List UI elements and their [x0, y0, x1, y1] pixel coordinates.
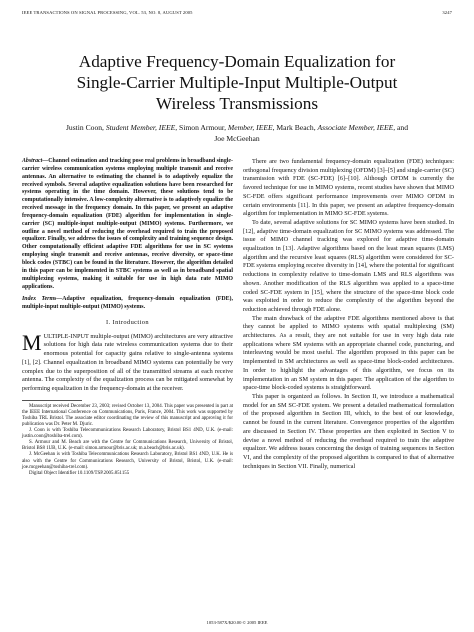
- footnote-author-3: J. McGeehan is with Toshiba Telecommunications Research Laboratory, Bristol BS1 4ND, U.K. He is also with the Centre for Communications Research, University of Bristol, Bristol, U.K. (e-mail: joe.mcgeehan@toshiba-trel.com).: [22, 452, 233, 470]
- title-line-3: Wireless Transmissions: [155, 94, 319, 113]
- index-terms-text: Adaptive equalization, frequency-domain equalization (FDE), multiple-input multiple-output (MIMO) systems.: [22, 296, 233, 311]
- author-name: Joe McGeehan: [214, 134, 260, 143]
- index-terms-label: Index Terms—: [22, 296, 63, 303]
- author-role: Member, IEEE: [227, 123, 273, 132]
- body-paragraph: The main drawback of the adaptive FDE algorithms mentioned above is that they cannot be applied to MIMO systems with spatial multiplexing (SM) architectures. As a result, they are not suitable for use in very high data rate applications where SM systems with an appropriate channel code, puncturing, and interleaving would be most useful. The algorithm proposed in this paper can be implemented in SM architectures as well as space-time block-coded architectures. In order to highlight the advantages of this algorithm, we focus on its implementation in an SM system in this paper. The application of the algorithm to space-time block-coded systems is straightforward.: [243, 314, 454, 392]
- footnote-author-1: J. Coon is with Toshiba Telecommunications Research Laboratory, Bristol BS1 4ND, U.K. (e-mail: justin.coon@toshiba-trel.com).: [22, 428, 233, 440]
- author-role: Associate Member, IEEE: [317, 123, 394, 132]
- author-list: [30, 122, 444, 144]
- section-heading: I. Introduction: [106, 319, 149, 327]
- footnote-manuscript: Manuscript received December 23, 2003; revised October 13, 2004. This paper was presented in part at the IEEE International Conference on Communications, Paris, France, 2004. This work was supported by Toshiba TRL Bristol. The associate editor coordinating the review of this manuscript and approving it for publication was Dr. Peter M. Djuric.: [22, 403, 233, 427]
- title-line-2: Single-Carrier Multiple-Input Multiple-Output: [76, 73, 398, 92]
- author-separator: , and: [393, 123, 409, 132]
- intro-paragraph: [22, 329, 233, 394]
- page-number: 3247: [442, 10, 452, 15]
- body-paragraph: To date, several adaptive solutions for SC MIMO systems have been studied. In [12], adaptive time-domain equalization for SC MIMO systems was addressed. The issue of MIMO channel tracking was explored for adaptive time-domain equalization in [13]. Adaptive algorithms based on the least mean squares (LMS) algorithm and the recursive least squares (RLS) algorithm were considered for SC-FDE systems employing receive diversity in [14], where the potential for significant reductions in complexity relative to time-domain LMS and RLS algorithms was shown. Another modification of the RLS algorithm was applied to a space-time coded SC-FDE system in [15], where the structure of the space-time block code was exploited in order to reduce the complexity of the algorithm beyond the reduction achieved through FDE alone.: [243, 218, 454, 313]
- drop-cap: M: [22, 329, 42, 355]
- footnote-rule: [22, 400, 82, 401]
- author-role: Student Member, IEEE: [105, 123, 176, 132]
- body-paragraph: This paper is organized as follows. In Section II, we introduce a mathematical model for an SM SC-FDE system. We present a detailed mathematical formulation of the proposed algorithm in Section III, which, to the best of our knowledge, cannot be found in the current literature. Convergence properties of the algorithm are discussed in Section IV. These properties are then exploited in Section V to devise a novel method of reducing the overhead required to train the adaptive equalizer. We address issues concerning the design of training sequences in Section VI, and the complexity of the proposed algorithm is compared to that of alternative techniques in Section VII. Finally, numerical: [243, 392, 454, 470]
- right-column: [243, 158, 454, 471]
- footnote-author-2: S. Armour and M. Beach are with the Centre for Communications Research, University of Bristol, Bristol BS8 1UB, U.K. (e-mail: simon.armour@bris.ac.uk; m.a.beach@bris.ac.uk).: [22, 440, 233, 452]
- abstract-label: Abstract—: [22, 158, 49, 164]
- abstract-text: Channel estimation and tracking pose real problems in broadband single-carrier wireless communication systems employing multiple transmit and receive antennas. An alternative to estimating the channel is to adaptively equalize the received symbols. Several adaptive equalization solutions have been researched for systems operating in the time domain. However, these solutions tend to be computationally intensive. A low-complexity alternative is to adaptively equalize the received message in the frequency domain. In this paper, we present an adaptive frequency-domain equalization (FDE) algorithm for implementation in single-carrier (SC) multiple-input multiple-output (MIMO) systems. Furthermore, we outline a novel method of reducing the overhead required to train the proposed equalizer. Finally, we address the issues of complexity and training sequence design. Other computationally efficient adaptive FDE algorithms for use in SC systems employing single transmit and receive antennas, receive diversity, or space-time block codes (STBC) can be found in the literature. However, the algorithm detailed in this paper can be implemented in STBC systems as well as in broadband spatial multiplexing systems, making it suitable for use in high data rate MIMO applications.: [22, 158, 233, 290]
- author-name: , Simon Armour,: [175, 123, 226, 132]
- left-column: [22, 158, 233, 477]
- journal-header: IEEE TRANSACTIONS ON SIGNAL PROCESSING, VOL. 53, NO. 8, AUGUST 2005: [22, 10, 193, 15]
- footnote-doi: Digital Object Identifier 10.1109/TSP.2005.851155: [29, 470, 130, 476]
- footnotes: [22, 404, 233, 477]
- author-name: , Mark Beach,: [272, 123, 316, 132]
- index-terms: [22, 296, 233, 312]
- author-name: Justin Coon,: [65, 123, 104, 132]
- body-paragraph: There are two fundamental frequency-domain equalization (FDE) techniques: orthogonal frequency division multiplexing (OFDM) [3]–[5] and single-carrier (SC) transmission with FDE (SC-FDE) [6]–[10]. Although OFDM is currently the favored technique for use in MIMO systems, recent studies have shown that MIMO SC-FDE offers significant performance improvements over MIMO OFDM in certain environments [11]. In this paper, we present an adaptive frequency-domain algorithm for implementation in MIMO SC-FDE systems.: [243, 158, 454, 218]
- footer-copyright: 1053-587X/$20.00 © 2005 IEEE: [206, 620, 268, 625]
- paper-title: [20, 51, 454, 114]
- title-line-1: Adaptive Frequency-Domain Equalization for: [78, 52, 396, 71]
- running-header: [22, 10, 452, 20]
- intro-smallcaps: ULTIPLE-INPUT: [43, 332, 89, 340]
- abstract: [22, 158, 233, 291]
- intro-text: multiple-output (MIMO) architectures are very attractive solutions for high data rate wireless communication systems due to their enormous potential for capacity gains relative to single-antenna systems [1], [2]. Channel equalization in broadband MIMO systems can potentially be very complex due to the superposition of all of the transmitted streams at each receive antenna. The complexity of the equalization process can be mitigated somewhat by performing equalization in the frequency-domain at the receiver.: [22, 332, 233, 392]
